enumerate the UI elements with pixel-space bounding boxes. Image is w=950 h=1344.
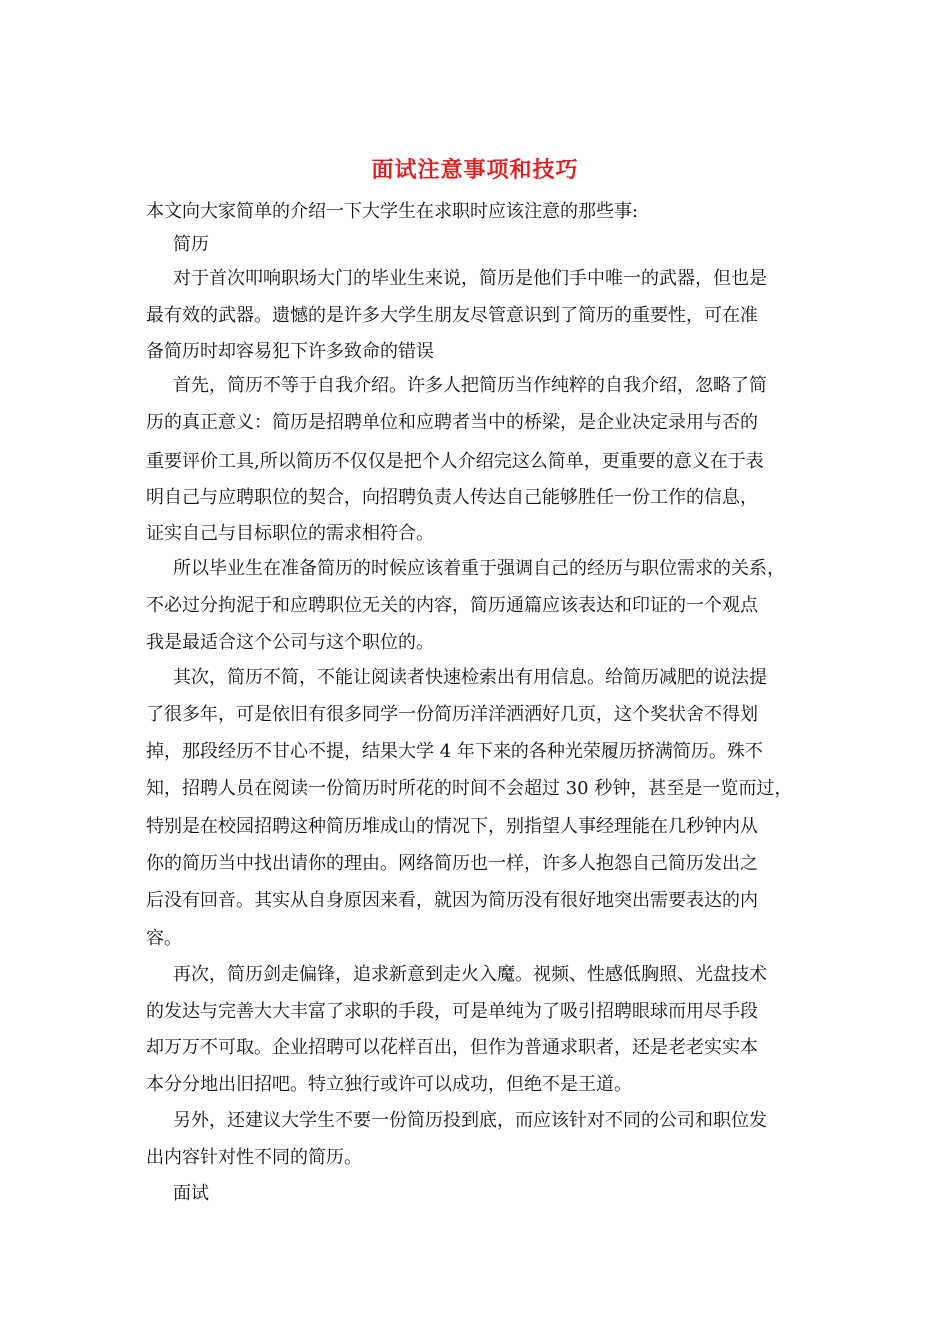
paragraph-line: 的发达与完善大大丰富了求职的手段，可是单纯为了吸引招聘眼球而用尽手段 (146, 1001, 758, 1022)
paragraph-line: 掉，那段经历不甘心不提，结果大学 4 年下来的各种光荣履历挤满简历。殊不 (146, 741, 763, 762)
document-title: 面试注意事项和技巧 (371, 157, 579, 183)
paragraph-line: 对于首次叩响职场大门的毕业生来说，简历是他们手中唯一的武器，但也是 (173, 268, 767, 289)
paragraph-line: 最有效的武器。遗憾的是许多大学生朋友尽管意识到了简历的重要性，可在准 (146, 305, 758, 326)
paragraph-line: 证实自己与目标职位的需求相符合。 (146, 523, 434, 544)
paragraph-line: 本分分地出旧招吧。特立独行或许可以成功，但绝不是王道。 (146, 1074, 632, 1095)
paragraph-line: 知，招聘人员在阅读一份简历时所花的时间不会超过 30 秒钟，甚至是一览而过， (146, 778, 793, 799)
paragraph-line: 却万万不可取。企业招聘可以花样百出，但作为普通求职者，还是老老实实本 (146, 1037, 758, 1058)
paragraph-line: 特别是在校园招聘这种简历堆成山的情况下，别指望人事经理能在几秒钟内从 (146, 816, 758, 837)
paragraph-line: 再次，简历剑走偏锋，追求新意到走火入魔。视频、性感低胸照、光盘技术 (173, 964, 767, 985)
paragraph-line: 后没有回音。其实从自身原因来看，就因为简历没有很好地突出需要表达的内 (146, 890, 758, 911)
paragraph-line: 了很多年，可是依旧有很多同学一份简历洋洋洒洒好几页，这个奖状舍不得划 (146, 704, 758, 725)
paragraph-line: 另外，还建议大学生不要一份简历投到底，而应该针对不同的公司和职位发 (173, 1110, 767, 1131)
paragraph-line: 首先，简历不等于自我介绍。许多人把简历当作纯粹的自我介绍，忽略了简 (173, 375, 767, 396)
paragraph-line: 不必过分拘泥于和应聘职位无关的内容，简历通篇应该表达和印证的一个观点 (146, 595, 758, 616)
paragraph-line: 容。 (146, 928, 182, 949)
intro-line: 本文向大家简单的介绍一下大学生在求职时应该注意的那些事: (146, 201, 639, 222)
paragraph-line: 历的真正意义：简历是招聘单位和应聘者当中的桥梁，是企业决定录用与否的 (146, 412, 758, 433)
paragraph-line: 出内容针对性不同的简历。 (146, 1147, 362, 1168)
section-heading-interview: 面试 (173, 1183, 209, 1204)
paragraph-line: 你的简历当中找出请你的理由。网络简历也一样，许多人抱怨自己简历发出之 (146, 853, 758, 874)
paragraph-line: 其次，简历不简，不能让阅读者快速检索出有用信息。给简历减肥的说法提 (173, 667, 767, 688)
paragraph-line: 我是最适合这个公司与这个职位的。 (146, 632, 434, 653)
paragraph-line: 备简历时却容易犯下许多致命的错误 (146, 341, 434, 362)
section-heading-resume: 简历 (173, 234, 209, 255)
paragraph-line: 明自己与应聘职位的契合，向招聘负责人传达自己能够胜任一份工作的信息， (146, 487, 758, 508)
paragraph-line: 重要评价工具,所以简历不仅仅是把个人介绍完这么简单，更重要的意义在于表 (146, 451, 764, 472)
paragraph-line: 所以毕业生在准备简历的时候应该着重于强调自己的经历与职位需求的关系， (173, 558, 785, 579)
